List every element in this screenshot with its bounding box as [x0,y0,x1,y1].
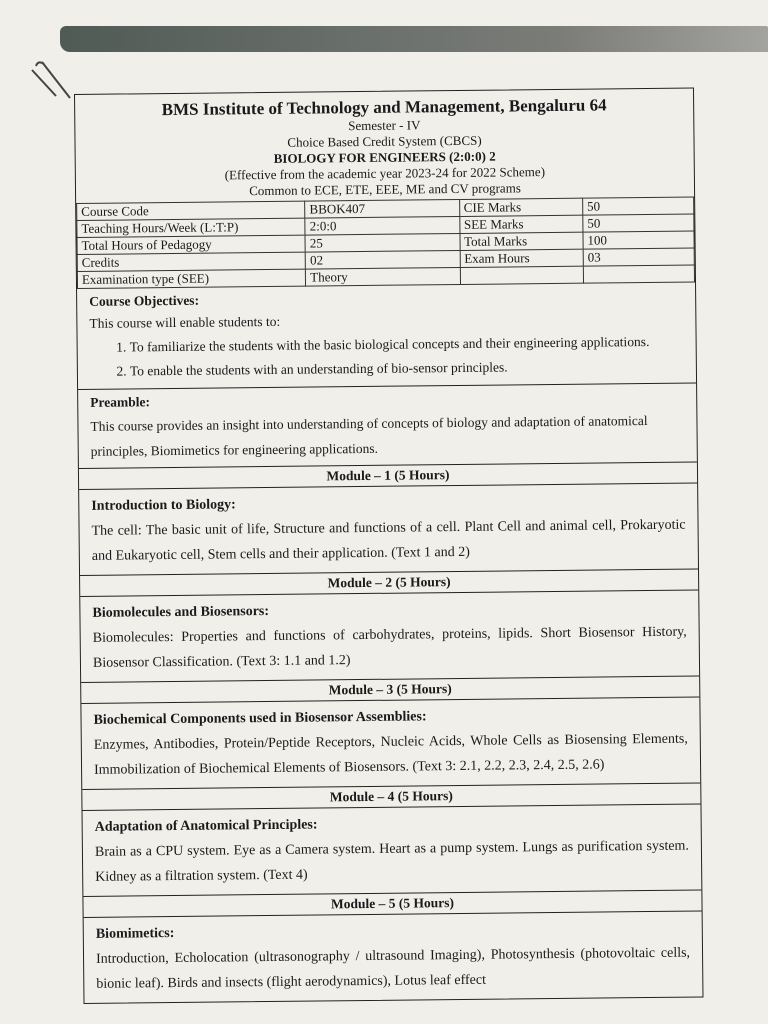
info-value: Theory [306,267,460,286]
module-heading: Module – 1 (5 Hours) [79,461,697,489]
preamble-title: Preamble: [90,394,151,410]
info-label: Total Hours of Pedagogy [77,235,305,254]
info-label: Course Code [77,201,305,220]
common-programs: Common to ECE, ETE, EEE, ME and CV programs [249,180,521,199]
module-text: Brain as a CPU system. Eye as a Camera system. Heart as a pump system. Lungs as purification system. Kidney as a filtration system. (Text 4) [94,838,689,885]
module-body [83,804,702,895]
info-label-2: Total Marks [460,232,584,250]
course-info-table [76,197,695,289]
info-value: 2:0:0 [305,216,459,235]
objective-item: 1. To familiarize the students with the basic biological concepts and their engineering applications. [130,331,684,359]
info-value-2: 50 [583,197,694,215]
info-value-2 [583,265,694,283]
info-value: 02 [305,250,459,269]
module-body [84,911,703,1002]
objectives-title: Course Objectives: [89,292,200,309]
info-value: BBOK407 [305,199,459,218]
module-text: Introduction, Echolocation (ultrasonography / ultrasound Imaging), Photosynthesis (photovoltaic cells, bionic leaf). Birds and insects (flight aerodynamics), Lotus leaf effect [95,945,691,992]
module-title: Introduction to Biology: [91,497,236,514]
module-title: Biochemical Components used in Biosensor Assemblies: [93,709,427,728]
info-value-2: 50 [583,214,694,232]
module-text: Biomolecules: Properties and functions of carbohydrates, proteins, lipids. Short Biosensor History, Biosensor Classification. (Text 3: 1.1 and 1.2) [92,624,687,671]
preamble-text: This course provides an insight into understanding of concepts of biology and adaptation of anatomical principles, Biomimetics for engineering applications. [90,413,648,459]
course-title: BIOLOGY FOR ENGINEERS (2:0:0) 2 [273,148,496,166]
effective-note: (Effective from the academic year 2023-24 for 2022 Scheme) [224,164,546,183]
info-label-2: Exam Hours [460,249,584,267]
module-heading: Module – 5 (5 Hours) [83,889,701,917]
module-body [79,483,698,574]
objective-item: 2. To enable the students with an understanding of bio-sensor principles. [130,355,684,383]
modules-container [79,461,703,1002]
module-text: The cell: The basic unit of life, Structure and functions of a cell. Plant Cell and animal cell, Prokaryotic and Eukaryotic cell, Stem cells and their application. (Text 1 and 2) [91,517,686,564]
module-heading: Module – 3 (5 Hours) [81,675,699,703]
syllabus-box [74,88,703,1004]
objectives-intro: This course will enable students to: [89,313,281,331]
semester: Semester - IV [348,117,421,134]
info-value-2: 03 [583,248,694,266]
info-value-2: 100 [583,231,694,249]
info-label: Credits [77,252,305,271]
photo-background-band [60,26,768,52]
module-heading: Module – 2 (5 Hours) [80,568,698,596]
module-text: Enzymes, Antibodies, Protein/Peptide Receptors, Nucleic Acids, Whole Cells as Biosensing Elements, Immobilization of Biochemical Elements of Biosensors. (Text 3: 2.1, 2.2, 2.3, 2.4, 2.5, 2.6) [93,731,688,778]
module-title: Biomolecules and Biosensors: [92,603,270,621]
info-label-2: SEE Marks [459,215,583,233]
objectives-list [90,331,684,383]
module-heading: Module – 4 (5 Hours) [82,782,700,810]
preamble-section [78,383,697,468]
module-title: Biomimetics: [95,925,175,942]
info-value: 25 [305,233,459,252]
info-label: Examination type (SEE) [77,269,305,288]
syllabus-sheet [74,88,703,994]
info-label-2 [460,266,584,284]
module-title: Adaptation of Anatomical Principles: [94,817,318,835]
institute-name: BMS Institute of Technology and Management, Bengaluru 64 [161,95,607,120]
module-body [80,590,699,681]
document-header [75,89,694,203]
credit-scheme: Choice Based Credit System (CBCS) [287,132,482,150]
course-objectives [77,283,696,389]
info-label-2: CIE Marks [459,198,583,216]
info-label: Teaching Hours/Week (L:T:P) [77,218,305,237]
module-body [81,697,700,788]
